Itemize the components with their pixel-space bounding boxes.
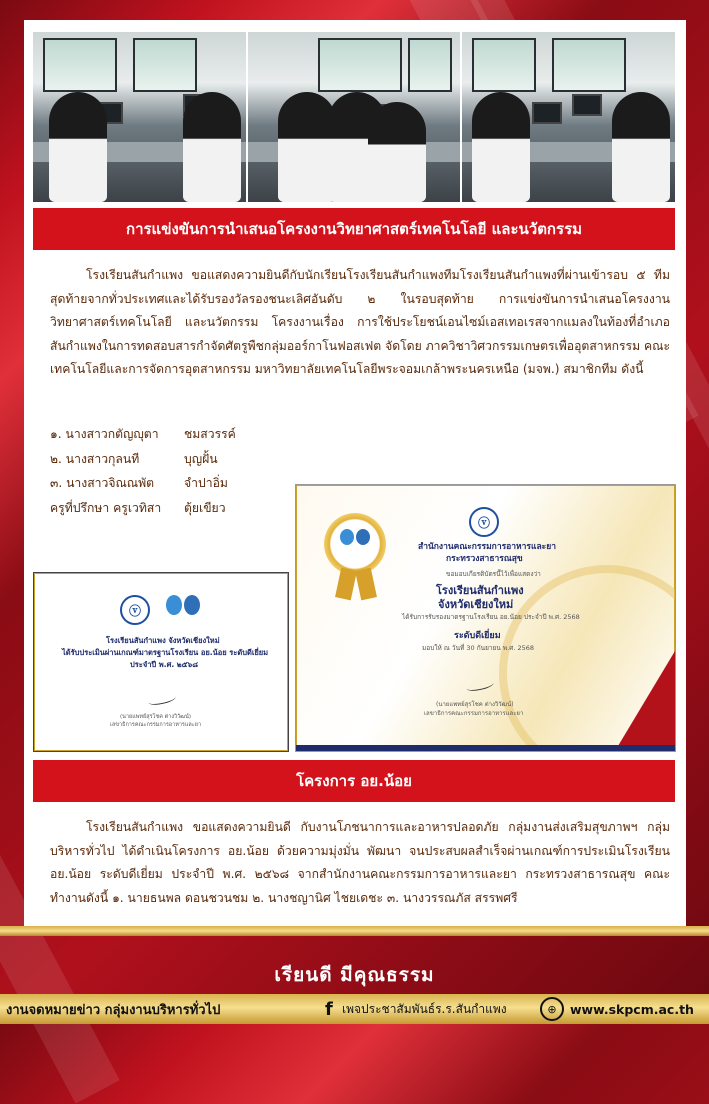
fda-logo-icon: ⓥ bbox=[469, 507, 499, 537]
photo-3 bbox=[462, 32, 675, 202]
website-link[interactable]: www.skpcm.ac.th bbox=[570, 1001, 694, 1017]
science-paragraph: โรงเรียนสันกำแพง ขอแสดงความยินดีกับนักเรียนโรงเรียนสันกำแพงทีมโรงเรียนสันกำแพงที่ผ่านเข้ารอบ ๕ ทีมสุดท้ายจากทั่วประเทศและได้รับรองวัลรองชนะเลิศอันดับ ๒ ในรอบสุดท้าย การแข่งขันการนำเสนอโครงงานวิทยาศาสตร์เทคโนโลยี และนวัตกรรม โครงงานเรื่อง การใช้ประโยชน์เอนไซม์เอสเทอเรสจากแมลงในท้องที่อำเภอสันกำแพงในการทดสอบสารกำจัดศัตรูพืชกลุ่มออร์กาโนฟอสเฟต จัดโดย ภาควิชาวิศวกรรมเกษตรเพื่ออุตสาหกรรม คณะเทคโนโลยีและการจัดการอุตสาหกรรม มหาวิทยาลัยเทคโนโลยีพระจอมเกล้าพระนครเหนือ (มจพ.) สมาชิกทีม ดังนี้ bbox=[50, 268, 671, 376]
facebook-icon: f bbox=[325, 998, 333, 1020]
member-row: ๑. นางสาวกตัญญุตา ชมสวรรค์ bbox=[50, 427, 236, 441]
globe-icon: ⊕ bbox=[540, 997, 564, 1021]
team-members bbox=[50, 422, 290, 520]
medal-icon bbox=[324, 513, 386, 575]
member-row: ๒. นางสาวกุลนที บุญฝั้น bbox=[50, 451, 218, 466]
newsletter-label: งานจดหมายข่าว กลุ่มงานบริหารทั่วไป bbox=[6, 1002, 221, 1018]
photo-2 bbox=[248, 32, 461, 202]
certificate-large: ⓥ สำนักงานคณะกรรมการอาหารและยา กระทรวงสาธารณสุข ขอมอบเกียรติบัตรนี้ไว้เพื่อแสดงว่า โรงเรียนสันกำแพง จังหวัดเชียงใหม่ ได้รับการรับรองมาตรฐานโรงเรียน อย.น้อย ประจำปี พ.ศ. 2568 ระดับดีเยี่ยม มอบให้ ณ วันที่ 30 กันยายน พ.ศ. 2568 (นายแพทย์สุรโชค ต่างวิวัฒน์) เลขาธิการคณะกรรมการอาหารและยา bbox=[295, 484, 676, 752]
photo-1 bbox=[33, 32, 246, 202]
photo-strip bbox=[33, 32, 675, 202]
member-row: ๓. นางสาวจิณณพัต จำปาอิ่ม bbox=[50, 476, 228, 490]
fda-logo-icon: ⓥ bbox=[120, 595, 150, 625]
member-row: ครูที่ปรึกษา ครูเวทิสา ตุ้ยเขียว bbox=[50, 500, 226, 515]
section-title-fda: โครงการ อย.น้อย bbox=[33, 760, 675, 802]
facebook-page-link[interactable]: เพจประชาสัมพันธ์ร.ร.สันกำแพง bbox=[342, 1001, 507, 1016]
gold-divider bbox=[0, 926, 709, 936]
fda-paragraph: โรงเรียนสันกำแพง ขอแสดงความยินดี กับงานโภชนาการและอาหารปลอดภัย กลุ่มงานส่งเสริมสุขภาพฯ กลุ่มบริหารทั่วไป ได้ดำเนินโครงการ อย.น้อย ด้วยความมุ่งมั่น พัฒนา จนประสบผลสำเร็จผ่านเกณฑ์การประเมินโรงเรียน อย.น้อย ระดับดีเยี่ยม ประจำปี พ.ศ. ๒๕๖๘ จากสำนักงานคณะกรรมการอาหารและยา กระทรวงสาธารณสุข คณะทำงานดังนี้ ๑. นายธนพล ดอนชวนชม ๒. นางชญานิศ ไชยเดชะ ๓. นางวรรณภัส สรรพศรี bbox=[50, 820, 670, 905]
footer-bar bbox=[0, 994, 709, 1024]
section-title-science: การแข่งขันการนำเสนอโครงงานวิทยาศาสตร์เทคโนโลยี และนวัตกรรม bbox=[33, 208, 675, 250]
certificate-small: ⓥ โรงเรียนสันกำแพง จังหวัดเชียงใหม่ ได้รับประเมินผ่านเกณฑ์มาตรฐานโรงเรียน อย.น้อย ระดับดีเยี่ยม ประจำปี พ.ศ. ๒๕๖๘ (นายแพทย์สุรโชค ต่างวิวัฒน์) เลขาธิการคณะกรรมการอาหารและยา bbox=[33, 572, 289, 752]
school-motto: เรียนดี มีคุณธรรม bbox=[274, 964, 435, 986]
